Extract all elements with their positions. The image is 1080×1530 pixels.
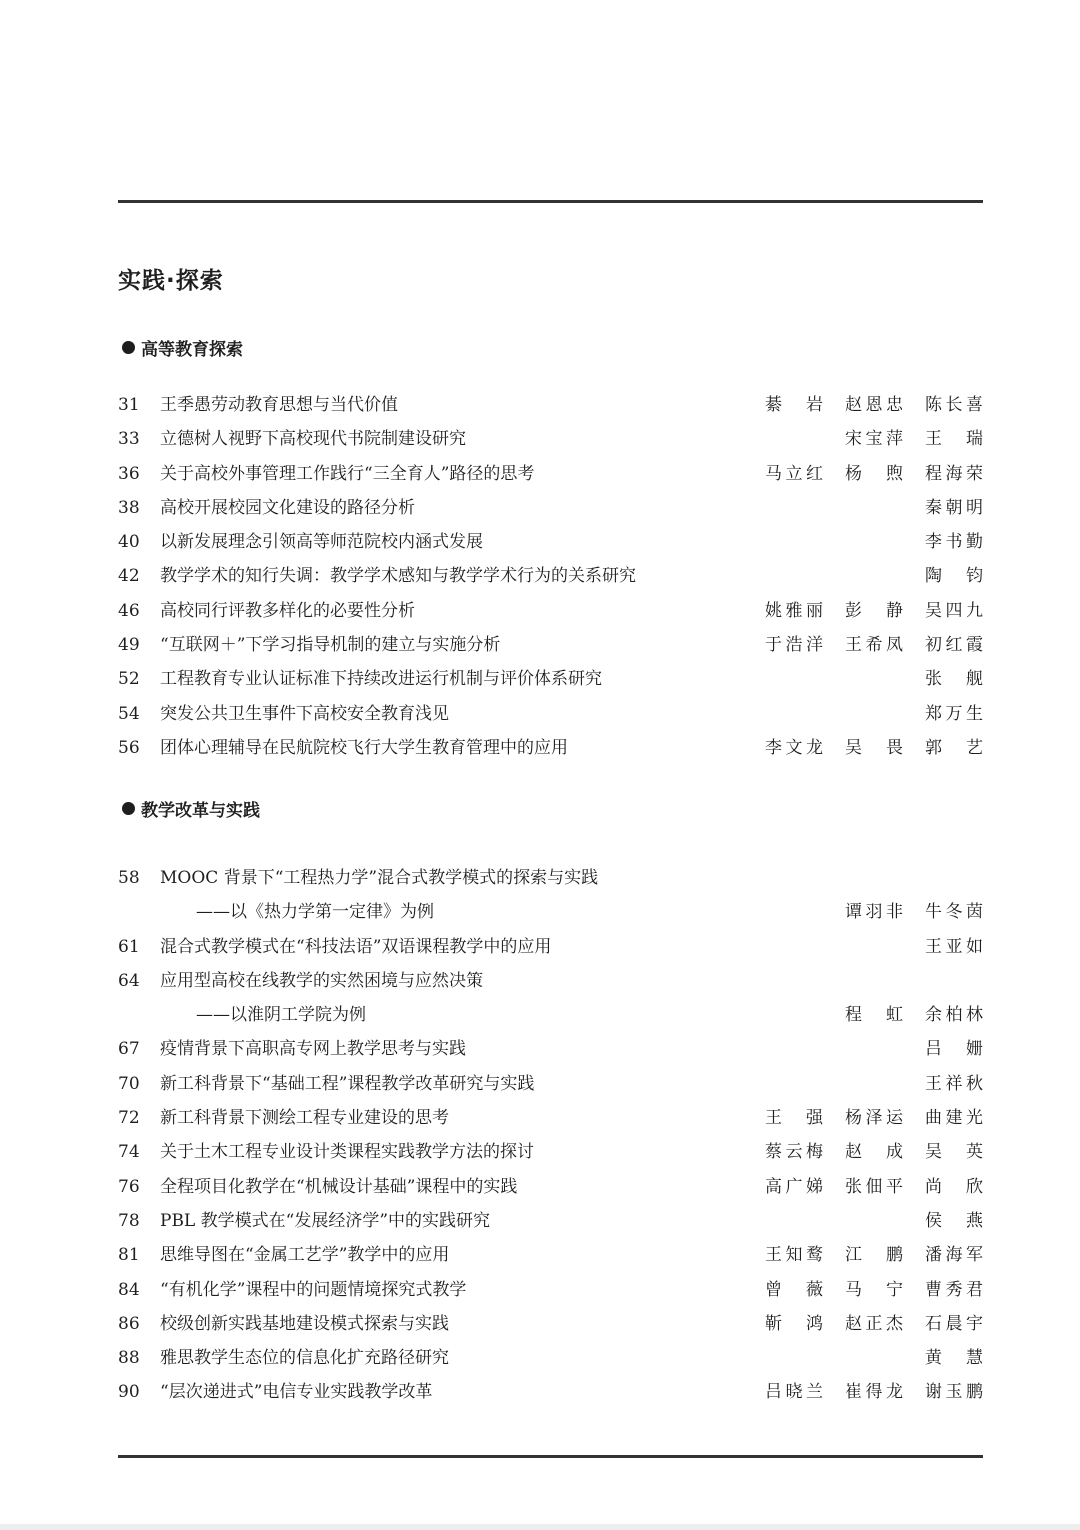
author-name: 吴 畏	[845, 737, 903, 758]
page-number: 52	[118, 669, 140, 690]
toc-entry[interactable]	[118, 1341, 983, 1375]
toc-entry[interactable]	[118, 1170, 983, 1204]
article-title: 立德树人视野下高校现代书院制建设研究	[160, 429, 466, 450]
top-rule	[118, 200, 983, 203]
author-list	[903, 1341, 983, 1375]
author-list	[903, 559, 983, 593]
article-title: 混合式教学模式在“科技法语”双语课程教学中的应用	[160, 936, 552, 957]
section-title: 实践·探索	[118, 268, 224, 294]
article-title: 全程项目化教学在“机械设计基础”课程中的实践	[160, 1176, 518, 1197]
author-name: 靳 鸿	[765, 1313, 823, 1334]
article-title: 校级创新实践基地建设模式探索与实践	[160, 1313, 449, 1334]
toc-entry[interactable]	[118, 1375, 983, 1409]
toc-entry[interactable]	[118, 697, 983, 731]
page-number: 86	[118, 1313, 140, 1334]
author-name: 宋宝萍	[845, 429, 903, 450]
page-number: 40	[118, 532, 140, 553]
toc-entry[interactable]	[118, 1273, 983, 1307]
article-title: 应用型高校在线教学的实然困境与应然决策	[160, 970, 483, 991]
page-number: 54	[118, 703, 140, 724]
author-list	[903, 930, 983, 964]
author-name: 陶 钧	[925, 566, 983, 587]
author-name: 赵 成	[845, 1142, 903, 1163]
article-title: “互联网＋”下学习指导机制的建立与实施分析	[160, 635, 501, 656]
author-name: 陈长喜	[925, 395, 983, 415]
toc-entry[interactable]	[118, 525, 983, 559]
article-title: “有机化学”课程中的问题情境探究式教学	[160, 1279, 467, 1300]
author-name: 王亚如	[925, 936, 983, 957]
toc-entry[interactable]	[118, 422, 983, 456]
author-list	[743, 1307, 983, 1341]
page-number: 56	[118, 737, 140, 758]
author-name: 王希凤	[845, 635, 903, 656]
author-name: 石晨宇	[925, 1313, 983, 1334]
article-title: 团体心理辅导在民航院校飞行大学生教育管理中的应用	[160, 737, 568, 758]
group-heading-higher-education	[122, 335, 243, 360]
author-name: 郭 艺	[925, 737, 983, 758]
toc-entry-subtitle[interactable]	[118, 998, 983, 1032]
article-title: 教学学术的知行失调：教学学术感知与教学学术行为的关系研究	[160, 566, 636, 587]
author-list	[823, 422, 983, 456]
author-name: 张 舰	[925, 669, 983, 690]
page-number: 64	[118, 970, 140, 991]
page-number: 72	[118, 1108, 140, 1129]
author-name: 吕晓兰	[765, 1382, 823, 1403]
author-name: 余柏林	[925, 1005, 983, 1026]
article-title: 思维导图在“金属工艺学”教学中的应用	[160, 1245, 450, 1266]
author-list	[743, 1170, 983, 1204]
group-heading-label: 高等教育探索	[141, 340, 243, 360]
author-name: 曹秀君	[925, 1279, 983, 1300]
author-name: 姚雅丽	[765, 600, 823, 621]
article-title: 王季愚劳动教育思想与当代价值	[160, 395, 398, 415]
author-list	[743, 1375, 983, 1409]
toc-entry[interactable]	[118, 388, 983, 422]
author-name: 程 虹	[845, 1005, 903, 1026]
toc-entry[interactable]	[118, 594, 983, 628]
author-list	[743, 1273, 983, 1307]
author-list	[823, 895, 983, 929]
bottom-rule	[118, 1455, 983, 1458]
toc-entry[interactable]	[118, 1307, 983, 1341]
author-list	[903, 1067, 983, 1101]
author-name: 曲建光	[925, 1108, 983, 1129]
author-name: 郑万生	[925, 703, 983, 724]
page-edge	[0, 1524, 1080, 1530]
toc-entry[interactable]	[118, 662, 983, 696]
page-number: 46	[118, 600, 140, 621]
toc-entry[interactable]	[118, 491, 983, 525]
page-number: 81	[118, 1245, 140, 1266]
article-title: 工程教育专业认证标准下持续改进运行机制与评价体系研究	[160, 669, 602, 690]
page-number: 67	[118, 1039, 140, 1060]
author-list	[743, 388, 983, 422]
author-name: 杨泽运	[845, 1108, 903, 1129]
page-number: 61	[118, 936, 140, 957]
article-title: “层次递进式”电信专业实践教学改革	[160, 1382, 433, 1403]
toc-entry[interactable]	[118, 930, 983, 964]
author-name: 黄 慧	[925, 1348, 983, 1369]
page-number: 84	[118, 1279, 140, 1300]
group-heading-teaching-reform	[122, 796, 260, 821]
author-name: 马 宁	[845, 1279, 903, 1300]
author-list	[903, 697, 983, 731]
article-title: 雅思教学生态位的信息化扩充路径研究	[160, 1348, 449, 1369]
author-name: 高广娣	[765, 1176, 823, 1197]
toc-entry[interactable]	[118, 731, 983, 765]
author-list	[743, 1101, 983, 1135]
author-list	[903, 525, 983, 559]
toc-entry[interactable]	[118, 861, 983, 895]
toc-entry[interactable]	[118, 964, 983, 998]
page-number: 49	[118, 635, 140, 656]
article-title: 关于高校外事管理工作践行“三全育人”路径的思考	[160, 463, 535, 484]
page-number: 76	[118, 1176, 140, 1197]
author-name: 初红霞	[925, 635, 983, 656]
bullet-icon	[122, 802, 135, 815]
article-title: 突发公共卫生事件下高校安全教育浅见	[160, 703, 449, 724]
author-list	[823, 998, 983, 1032]
toc-entry-subtitle[interactable]	[118, 895, 983, 929]
author-name: 李文龙	[765, 737, 823, 758]
author-name: 綦 岩	[765, 395, 823, 415]
page-number: 31	[118, 395, 140, 415]
author-list	[743, 1135, 983, 1169]
toc-entry[interactable]	[118, 1067, 983, 1101]
author-name: 吴四九	[925, 600, 983, 621]
author-list	[743, 457, 983, 491]
page-number: 36	[118, 463, 140, 484]
author-name: 江 鹏	[845, 1245, 903, 1266]
article-title: 新工科背景下“基础工程”课程教学改革研究与实践	[160, 1073, 535, 1094]
author-name: 李书勤	[925, 532, 983, 553]
toc-entry[interactable]	[118, 1204, 983, 1238]
toc-entry[interactable]	[118, 1238, 983, 1272]
article-title: ——以淮阴工学院为例	[196, 1005, 366, 1026]
toc-entry[interactable]	[118, 1135, 983, 1169]
article-title: 以新发展理念引领高等师范院校内涵式发展	[160, 532, 483, 553]
author-name: 蔡云梅	[765, 1142, 823, 1163]
article-title: MOOC 背景下“工程热力学”混合式教学模式的探索与实践	[160, 868, 599, 888]
toc-list-teaching-reform	[118, 861, 983, 1410]
toc-entry[interactable]	[118, 1032, 983, 1066]
page-number: 38	[118, 497, 140, 518]
page-number: 74	[118, 1142, 140, 1163]
author-name: 王知鹜	[765, 1245, 823, 1266]
toc-entry[interactable]	[118, 559, 983, 593]
article-title: 关于土木工程专业设计类课程实践教学方法的探讨	[160, 1142, 534, 1163]
page-number: 42	[118, 566, 140, 587]
author-name: 尚 欣	[925, 1176, 983, 1197]
author-name: 赵正杰	[845, 1313, 903, 1334]
author-name: 崔得龙	[845, 1382, 903, 1403]
article-title: 疫情背景下高职高专网上教学思考与实践	[160, 1039, 466, 1060]
author-name: 张佃平	[845, 1176, 903, 1197]
author-name: 彭 静	[845, 600, 903, 621]
author-name: 潘海军	[925, 1245, 983, 1266]
toc-entry[interactable]	[118, 1101, 983, 1135]
author-list	[743, 1238, 983, 1272]
article-title: ——以《热力学第一定律》为例	[196, 902, 434, 923]
author-name: 吴 英	[925, 1142, 983, 1163]
page-number: 33	[118, 429, 140, 450]
author-name: 牛冬茵	[925, 902, 983, 923]
author-name: 曾 薇	[765, 1279, 823, 1300]
article-title: PBL 教学模式在“发展经济学”中的实践研究	[160, 1210, 491, 1231]
author-name: 吕 姗	[925, 1039, 983, 1060]
author-list	[903, 662, 983, 696]
group-heading-label: 教学改革与实践	[141, 801, 260, 821]
author-name: 于浩洋	[765, 635, 823, 656]
author-name: 谭羽非	[845, 902, 903, 923]
author-list	[903, 491, 983, 525]
page-number: 88	[118, 1348, 140, 1369]
author-name: 秦朝明	[925, 497, 983, 518]
author-name: 杨 煦	[845, 463, 903, 484]
author-name: 马立红	[765, 463, 823, 484]
page-number: 90	[118, 1382, 140, 1403]
page-number: 70	[118, 1073, 140, 1094]
toc-list-higher-education	[118, 388, 983, 765]
author-name: 王 强	[765, 1108, 823, 1129]
author-list	[743, 628, 983, 662]
author-list	[743, 594, 983, 628]
bullet-icon	[122, 341, 135, 354]
author-list	[743, 731, 983, 765]
toc-entry[interactable]	[118, 457, 983, 491]
article-title: 高校同行评教多样化的必要性分析	[160, 600, 415, 621]
article-title: 高校开展校园文化建设的路径分析	[160, 497, 415, 518]
author-list	[903, 1032, 983, 1066]
author-name: 王祥秋	[925, 1073, 983, 1094]
author-list	[903, 1204, 983, 1238]
article-title: 新工科背景下测绘工程专业建设的思考	[160, 1108, 449, 1129]
author-name: 王 瑞	[925, 429, 983, 450]
author-name: 程海荣	[925, 463, 983, 484]
author-name: 侯 燕	[925, 1210, 983, 1231]
page-number: 78	[118, 1210, 140, 1231]
author-name: 赵恩忠	[845, 395, 903, 415]
author-name: 谢玉鹏	[925, 1382, 983, 1403]
toc-entry[interactable]	[118, 628, 983, 662]
page-number: 58	[118, 868, 140, 888]
